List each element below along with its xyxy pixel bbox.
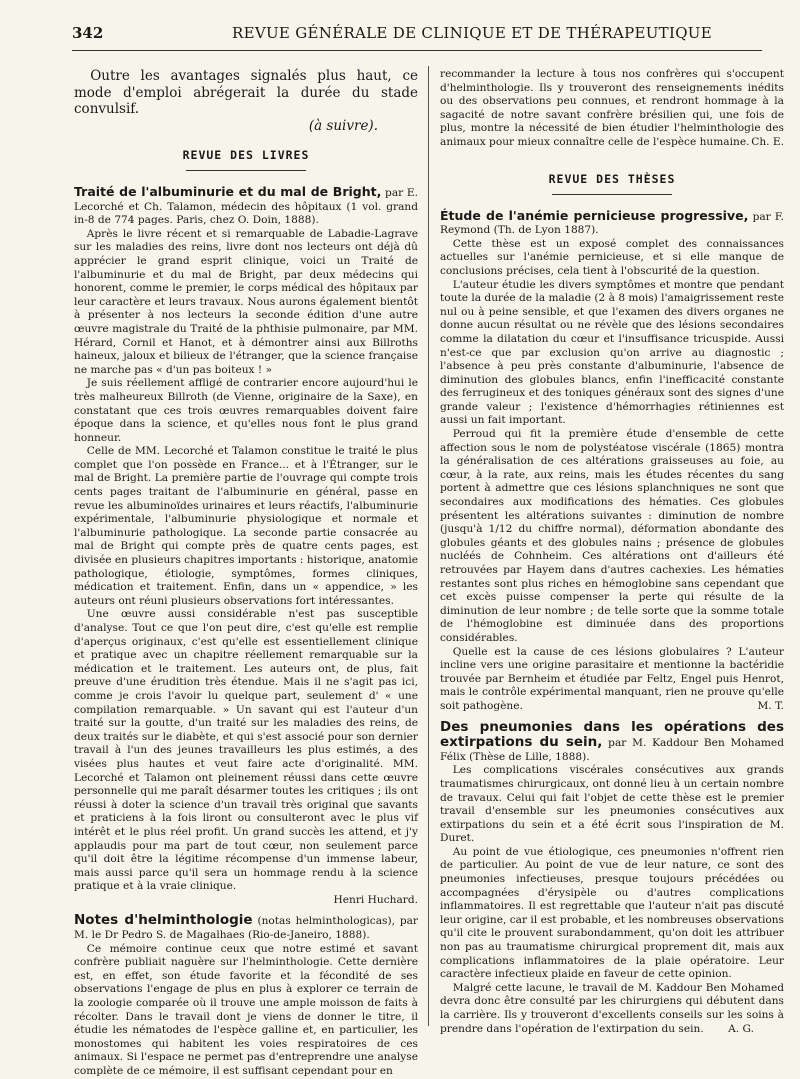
thesis1-paragraph-3: Perroud qui fit la première étude d'ensemble de cette affection sous le nom de polystéatose viscérale (1865) montra la généralisation de ces altérations graisseuses au foie, au cœur, à la rate, aux reins, mais les études récentes du sang portent à admettre que ces lésions splanchniques ne sont que secondaires aux modifications des hématies. Ces globules présentent les altérations suivantes : diminution de nombre (jusqu'à 1/12 du chiffre normal), déformation abondante des globules géants et des globules nains ; présence de globules nucléés de Cohnheim. Ces altérations ont d'ailleurs été retrouvées par Hayem dans d'autres cachexies. Les hématies restantes sont plus riches en hémoglobine sans cependant que cet excès puisse compenser la perte qui résulte de la diminution de leur nombre ; de telle sorte que la somme totale de l'hémoglobine est diminuée dans des proportions considérables.: [440, 428, 784, 644]
book2-subtitle: (notas helminthologicas), par M. le Dr Pedro S. de Magalhaes (Rio-de-Janeiro, 1888).: [74, 915, 418, 942]
thesis2-p3-text: Malgré cette lacune, le travail de M. Kaddour Ben Mohamed devra donc être consulté par les chirurgiens qui débutent dans la carrière. Ils y trouveront d'excellents conseils sur les soins à prendre dans l'opération de l'extirpation du sein.: [440, 981, 784, 1035]
thesis1-authors: par F. Reymond (Th. de Lyon 1887).: [440, 210, 784, 237]
book1-authors: par E. Lecorché et Ch. Talamon, médecin des hôpitaux (1 vol. grand in-8 de 774 pages. Paris, chez O. Doin, 1888).: [74, 187, 418, 227]
book1-heading: [74, 185, 418, 228]
page-number: 342: [72, 24, 104, 42]
thesis1-paragraph-2: L'auteur étudie les divers symptômes et montre que pendant toute la durée de la maladie (2 à 8 mois) l'amaigrissement reste nul ou à peine sensible, et que l'examen des divers organes ne donne aucun résultat ou ne révèle que des lésions secondaires comme la dilatation du cœur et l'insuffisance tricuspide. Aussi n'est-ce que par exclusion qu'on arrive au diagnostic ; l'absence à peu près constante d'albuminurie, l'absence de diminution des globules blancs, enfin l'inefficacité constante des ferrugineux et des toniques généraux sont des signes d'une grande valeur ; l'existence d'hémorrhagies rétiniennes est aussi un fait important.: [440, 278, 784, 427]
right-column: [440, 68, 784, 1035]
section-rule: [552, 194, 672, 195]
thesis1-title: Étude de l'anémie pernicieuse progressive,: [440, 207, 749, 223]
thesis2-authors: par M. Kaddour Ben Mohamed Félix (Thèse de Lille, 1888).: [440, 737, 784, 763]
thesis2-paragraph-2: Au point de vue étiologique, ces pneumonies n'offrent rien de particulier. Au point de vue de leur nature, ce sont des pneumonies infectieuses, presque toujours précédées ou accompagnées d'érysipèle ou d'autres complications inflammatoires. Il est regrettable que l'auteur n'ait pas discuté leur origine, car il est probable, et les nombreuses observations qu'il cite le prouvent surabondamment, qu'on doit les attribuer non pas au traumatisme chirurgical proprement dit, mais aux complications inflammatoires de la plaie opératoire. Leur caractère infectieux plaide en faveur de cette opinion.: [440, 845, 784, 981]
thesis2-title: Des pneumonies dans les opérations des extirpations du sein,: [440, 718, 784, 751]
thesis1-paragraph-4: [440, 646, 784, 714]
thesis2-paragraph-1: Les complications viscérales consécutives aux grands traumatismes chirurgicaux, ont donné lieu à un certain nombre de travaux. Celui qui fait l'objet de cette thèse est le premier travail d'ensemble sur les pneumonies consécutives aux extirpations du sein et a été écrit sous l'inspiration de M. Duret.: [440, 764, 784, 845]
book1-paragraph-1: Après le livre récent et si remarquable de Labadie-Lagrave sur les maladies des reins, livre dont nos lecteurs ont déjà dû apprécier le grand esprit clinique, voici un Traité de l'albuminurie et du mal de Bright, par deux médecins qui honorent, comme le premier, le corps médical des hôpitaux par leur caractère et leurs travaux. Nous aurons également bientôt à présenter à nos lecteurs la seconde édition d'une autre œuvre magistrale du Traité de la phthisie pulmonaire, par MM. Hérard, Cornil et Hanot, et à démontrer ainsi aux Billroths haineux, jaloux et bilieux de l'étranger, que la science française ne marche pas « d'un pas boiteux ! »: [74, 227, 418, 376]
book1-signature: Henri Huchard.: [333, 893, 418, 906]
continuation-paragraph: [440, 68, 784, 150]
thesis1-p4-text: Quelle est la cause de ces lésions globulaires ? L'auteur incline vers une origine parasitaire et mentionne la bactéridie trouvée par Bernheim et étudiée par Feltz, Engel puis Henrot, mais le contrôle expérimental manquant, rien ne prouve qu'elle soit pathogène.: [440, 645, 784, 712]
book2-heading: [74, 913, 418, 942]
thesis1-signature: M. T.: [757, 699, 784, 712]
section-title-livres: REVUE DES LIVRES: [182, 148, 310, 162]
continuation-text: recommander la lecture à tous nos confrères qui s'occupent d'helminthologie. Ils y trouveront des renseignements inédits ou des observations peu connues, et rendront hommage à la sagacité de notre savant confrère brésilien qui, une fois de plus, montre la nécessité de bien étudier l'helminthologie des animaux pour mieux connaître celle de l'espèce humaine.: [440, 68, 784, 148]
book1-paragraph-3: Celle de MM. Lecorché et Talamon constitue le traité le plus complet que l'on possède en France... et à l'Étranger, sur le mal de Bright. La première partie de l'ouvrage qui compte trois cents pages traitant de l'albuminurie en général, passe en revue les albuminoïdes urinaires et leurs réactifs, l'albuminurie expérimentale, l'albuminurie physiologique et normale et l'albuminurie pathologique. La seconde partie consacrée au mal de Bright qui compte près de quatre cents pages, est divisée en plusieurs chapitres importants : historique, anatomie pathologique, étiologie, symptômes, formes cliniques, médication et traitement. Enfin, dans un « appendice, » les auteurs ont réuni plusieurs observations fort intéressantes.: [74, 445, 418, 607]
section-rule: [186, 170, 306, 171]
thesis2-heading: [440, 720, 784, 765]
section-title-theses: REVUE DES THÈSES: [548, 171, 676, 186]
book1-paragraph-2: Je suis réellement affligé de contrarier encore aujourd'hui le très malheureux Billroth (de Vienne, originaire de la Saxe), en constatant que ces trois œuvres remarquables doivent faire époque dans la science, et qu'elles nous font le plus grand honneur.: [74, 377, 418, 444]
thesis1-paragraph-1: Cette thèse est un exposé complet des connaissances actuelles sur l'anémie pernicieuse, et si elle manque de conclusions précises, cela tient à l'obscurité de la question.: [440, 237, 784, 277]
thesis2-paragraph-3: [440, 982, 784, 1036]
book2-title: Notes d'helminthologie: [74, 912, 253, 929]
continuation-signature: Ch. E.: [751, 135, 784, 148]
intro-paragraph: Outre les avantages signalés plus haut, ce mode d'emploi abrégerait la durée du stade convulsif.: [74, 68, 418, 117]
book2-paragraph-1: Ce mémoire continue ceux que notre estimé et savant confrère publiait naguère sur l'helminthologie. Cette dernière est, en effet, son étude favorite et la fécondité de ses observations l'engage de plus en plus à explorer ce terrain de la zoologie comparée où il trouve une ample moisson de faits à récolter. Dans le travail dont je viens de donner le titre, il étudie les nématodes de l'espèce galline et, en particulier, les monostomes qui habitent les voies respiratoires de ces animaux. Si l'espace ne permet pas d'entreprendre une analyse complète de ce mémoire, il est suffisant cependant pour en: [74, 942, 418, 1077]
book1-paragraph-4: Une œuvre aussi considérable n'est pas susceptible d'analyse. Tout ce que l'on peut dire, c'est qu'elle est remplie d'aperçus originaux, c'est qu'elle est essentiellement clinique et pratique avec un chapitre réellement remarquable sur la médication et le traitement. Les auteurs ont, de plus, fait preuve d'une érudition très étendue. Mais il ne s'agit pas ici, comme je crois l'avoir lu quelque part, seulement d' « une compilation remarquable. » Un savant qui est l'auteur d'un traité sur la goutte, d'un traité sur les maladies des reins, de deux traités sur le diabète, et qui s'est associé pour son dernier travail à l'un des jeunes travailleurs les plus estimés, a des visées plus hautes et veut faire acte d'originalité. MM. Lecorché et Talamon ont pleinement réussi dans cette œuvre personnelle qui me paraît désarmer toutes les critiques ; ils ont réussi à doter la science d'un travail très original que savants et praticiens à la fois liront ou consulteront avec le plus vif intérêt et le plus réel profit. Un grand succès les attend, et j'y applaudis pour ma part de tout cœur, non seulement parce qu'il doit être la légitime récompense d'un immense labeur, mais aussi parce qu'il sera un hommage rendu à la science pratique et à la vraie clinique.: [74, 608, 418, 893]
book1-title: Traité de l'albuminurie et du mal de Bright,: [74, 184, 382, 199]
journal-title: REVUE GÉNÉRALE DE CLINIQUE ET DE THÉRAPEUTIQUE: [232, 24, 712, 42]
page-header: [72, 24, 762, 51]
column-divider: [428, 66, 429, 1026]
left-column: [74, 68, 418, 1077]
thesis1-heading: [440, 209, 784, 238]
a-suivre: (à suivre).: [308, 117, 378, 134]
thesis2-signature: A. G.: [728, 1022, 754, 1035]
